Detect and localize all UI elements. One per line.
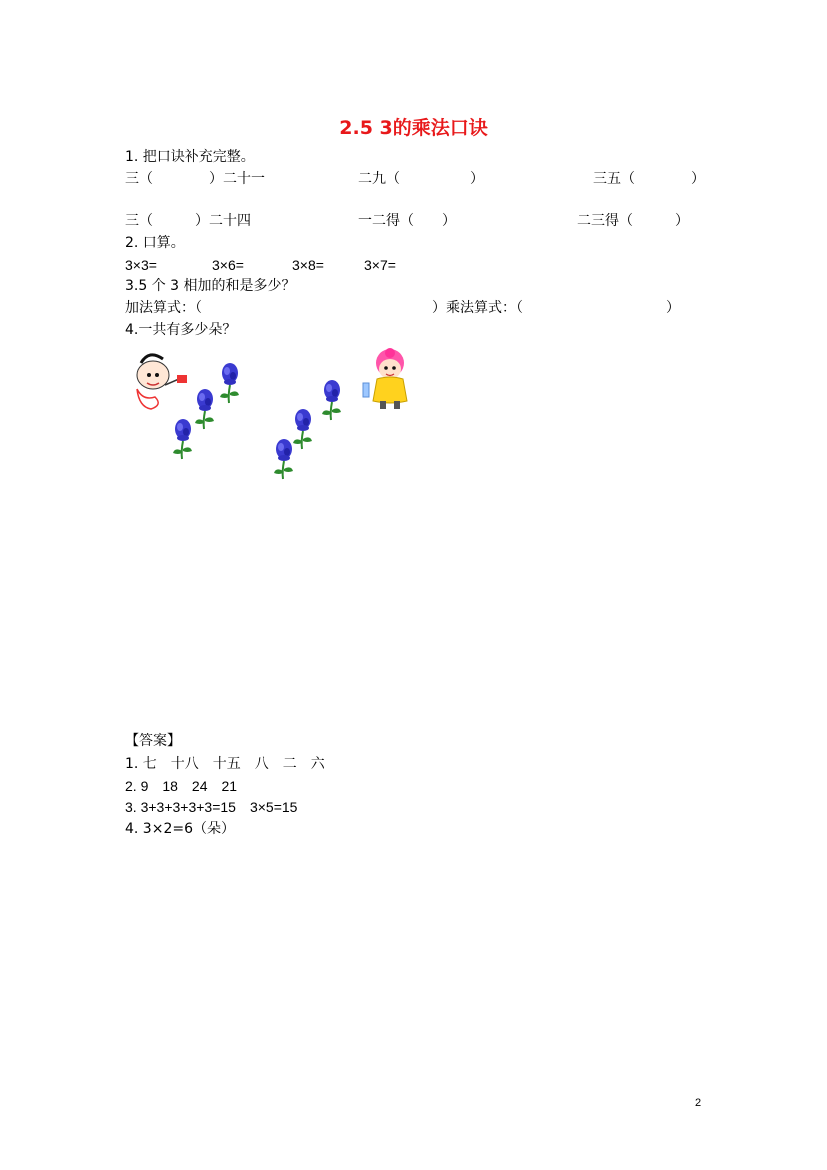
answer-line-1: 1. 七 十八 十五 八 二 六 bbox=[125, 756, 325, 772]
q1-row1-item3: 三五（ ） bbox=[593, 171, 705, 187]
q3-add-label: 加法算式：（ bbox=[125, 300, 202, 316]
q2-item1: 3×3= bbox=[125, 257, 157, 273]
q3-prompt: 3.5 个 3 相加的和是多少？ bbox=[125, 278, 296, 294]
answer-line-3: 3. 3+3+3+3+3=15 3×5=15 bbox=[125, 799, 298, 815]
flowers-illustration bbox=[125, 345, 445, 480]
q1-row1-item1: 三（ ）二十一 bbox=[125, 171, 265, 187]
q1-prompt: 1. 把口诀补充完整。 bbox=[125, 149, 255, 165]
q3-add-close: ）乘法算式：（ bbox=[432, 300, 523, 316]
page-number: 2 bbox=[695, 1097, 702, 1109]
boy-figure-icon bbox=[137, 355, 187, 409]
q1-row2-item2: 一二得（ ） bbox=[358, 213, 456, 229]
q2-item3: 3×8= bbox=[292, 257, 324, 273]
q1-row1-item2: 二九（ ） bbox=[358, 171, 484, 187]
q1-row2-item1: 三（ ）二十四 bbox=[125, 213, 251, 229]
q1-row2-item3: 二三得（ ） bbox=[577, 213, 689, 229]
girl-figure-icon bbox=[363, 348, 407, 409]
q2-item2: 3×6= bbox=[212, 257, 244, 273]
answers-header: 【答案】 bbox=[125, 733, 181, 749]
q4-prompt: 4.一共有多少朵？ bbox=[125, 322, 237, 338]
answer-line-2: 2. 9 18 24 21 bbox=[125, 778, 238, 794]
answer-line-4: 4. 3×2=6（朵） bbox=[125, 821, 235, 837]
q2-item4: 3×7= bbox=[364, 257, 396, 273]
q2-prompt: 2. 口算。 bbox=[125, 235, 185, 251]
page-title: 2.5 3的乘法口诀 bbox=[339, 117, 488, 139]
q3-mul-close: ） bbox=[666, 300, 680, 316]
